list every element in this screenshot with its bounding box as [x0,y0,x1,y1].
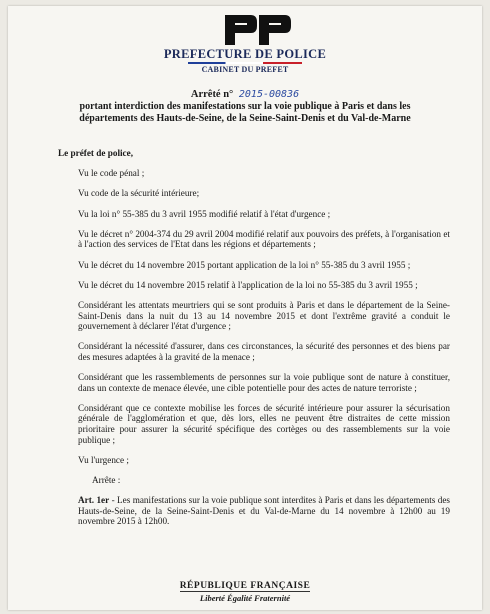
urgence-line: Vu l'urgence ; [78,454,129,465]
cabinet-name: CABINET DU PREFET [201,65,289,74]
considerant-item: Considérant que les rassemblements de personnes sur la voie publique sont de nature à constituer, dans un contexte de menace élevée, une cible potentielle pour des actes de nature terroriste ; [78,372,450,393]
opening-line: Le préfet de police, [58,148,134,158]
arrete-number: 2015-00836 [238,89,300,100]
document-body [58,148,450,537]
document-page [8,6,482,610]
article-text: - Les manifestations sur la voie publique sont interdites à Paris et dans les départements des Hauts-de-Seine, de la Seine-Saint-Denis et du Val-de-Marne du 14 novembre à 12h00 au 19 novembre 2015 à 12h00. [78,495,450,527]
prefecture-logo [221,13,293,47]
arrete-heading [8,89,482,100]
prefecture-name: PREFECTURE DE POLICE [163,47,327,61]
republique-label: RÉPUBLIQUE FRANÇAISE [179,581,311,591]
article-1 [58,495,450,527]
considerant-item: Considérant que ce contexte mobilise les forces de sécurité intérieure pour assurer la sécurisation générale de l'agglomération et que, dès lors, elles ne peuvent être distraites de cette mission prioritaire pour assurer la sécurité spécifique des cortèges ou des rassemblements sur la voie publique ; [78,402,450,445]
visa-item: Vu le décret n° 2004-374 du 29 avril 2004 modifié relatif aux pouvoirs des préfets, à l'organisation et à l'action des services de l'Etat dans les régions et départements ; [78,228,450,250]
considerant-item: Considérant les attentats meurtriers qui se sont produits à Paris et dans le département de la Seine-Saint-Denis dans la nuit du 13 au 14 novembre 2015 et dont l'extrême gravité a conduit le gouvernement à déclarer l'état d'urgence ; [78,299,450,332]
visa-item: Vu le code pénal ; [78,168,145,179]
republique-francaise [8,581,482,591]
arrete-label: Arrêté n° [190,89,234,100]
arrete-title: portant interdiction des manifestations sur la voie publique à Paris et dans les départements des Hauts-de-Seine, de la Seine-Saint-Denis et du Val-de-Marne [79,101,411,124]
visa-item: Vu code de la sécurité intérieure; [78,188,200,199]
visa-item: Vu la loi n° 55-385 du 3 avril 1955 modifié relatif à l'état d'urgence ; [78,208,331,219]
arrete-word: Arrête : [92,475,121,485]
tricolor-rule [188,62,302,64]
visa-item: Vu le décret du 14 novembre 2015 relatif à l'application de la loi no 55-385 du 3 avril 1955 ; [78,279,418,290]
considerant-item: Considérant la nécessité d'assurer, dans ces circonstances, la sécurité des personnes et des biens par des mesures adaptées à la gravité de la menace ; [78,341,450,362]
republic-motto: Liberté Égalité Fraternité [199,593,291,603]
visa-item: Vu le décret du 14 novembre 2015 portant application de la loi n° 55-385 du 3 avril 1955 ; [78,259,411,270]
article-label: Art. 1er [78,495,110,506]
